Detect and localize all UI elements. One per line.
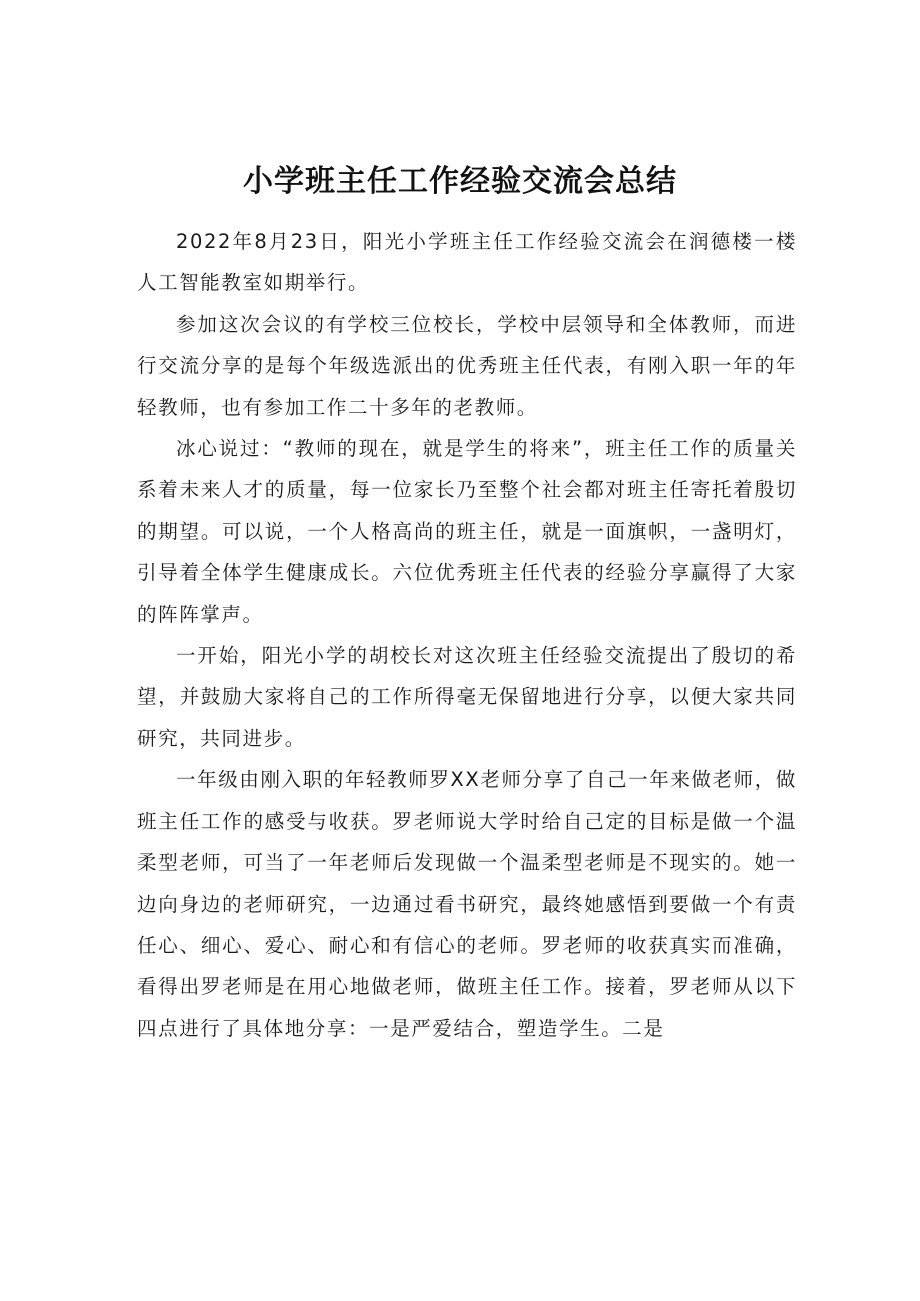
paragraph-bingxin-quote: 冰心说过：“教师的现在，就是学生的将来”，班主任工作的质量关系着未来人才的质量，每一位家长乃至整个社会都对班主任寄托着殷切的期望。可以说，一个人格高尚的班主任，就是一面旗帜，一盏明灯，引导着全体学生健康成长。六位优秀班主任代表的经验分享赢得了大家的阵阵掌声。 xyxy=(137,437,797,626)
document-body xyxy=(137,221,797,1049)
paragraph-meeting-date: 2022年8月23日，阳光小学班主任工作经验交流会在润德楼一楼人工智能教室如期举行。 xyxy=(137,230,797,295)
paragraph-first-grade-sharing: 一年级由刚入职的年轻教师罗XX老师分享了自己一年来做老师，做班主任工作的感受与收获。罗老师说大学时给自己定的目标是做一个温柔型老师，可当了一年老师后发现做一个温柔型老师是不现实的。她一边向身边的老师研究，一边通过看书研究，最终她感悟到要做一个有责任心、细心、爱心、耐心和有信心的老师。罗老师的收获真实而准确，看得出罗老师是在用心地做老师，做班主任工作。接着，罗老师从以下四点进行了具体地分享：一是严爱结合，塑造学生。二是 xyxy=(137,768,797,1040)
paragraph-principal-opening: 一开始，阳光小学的胡校长对这次班主任经验交流提出了殷切的希望，并鼓励大家将自己的工作所得毫无保留地进行分享，以便大家共同研究，共同进步。 xyxy=(137,644,797,750)
document-title: 小学班主任工作经验交流会总结 xyxy=(243,164,677,200)
paragraph-participants: 参加这次会议的有学校三位校长，学校中层领导和全体教师，而进行交流分享的是每个年级选派出的优秀班主任代表，有刚入职一年的年轻教师，也有参加工作二十多年的老教师。 xyxy=(137,312,797,419)
